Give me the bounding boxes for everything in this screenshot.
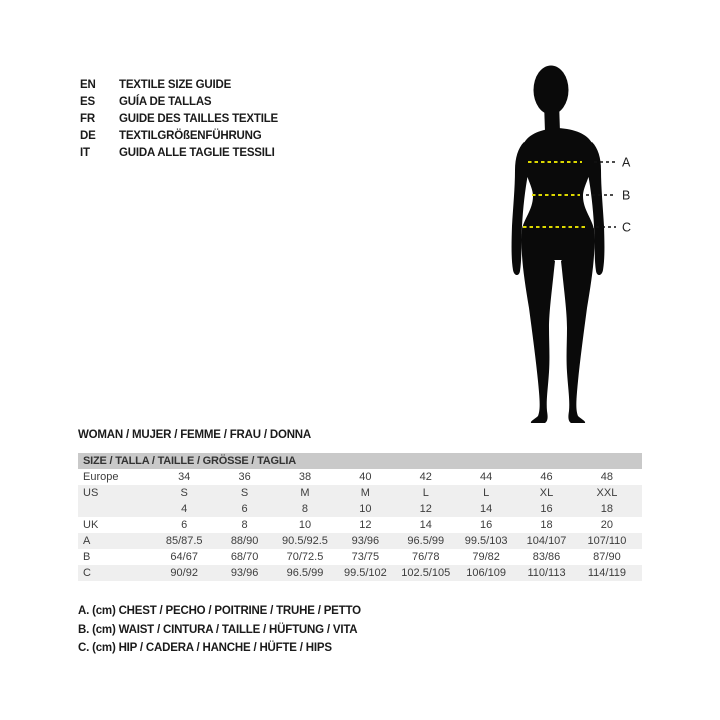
legend-chest: A. (cm) CHEST / PECHO / POITRINE / TRUHE / PETTO — [78, 605, 361, 617]
table-cell: 10 — [359, 503, 372, 515]
table-cell: 104/107 — [526, 535, 567, 547]
language-title: GUÍA DE TALLAS — [119, 96, 212, 108]
section-title: WOMAN / MUJER / FEMME / FRAU / DONNA — [78, 429, 312, 441]
table-cell: 42 — [419, 471, 432, 483]
table-row-label: Europe — [83, 471, 119, 483]
table-row-label: B — [83, 551, 91, 563]
table-cell: 10 — [298, 519, 312, 531]
table-cell: 87/90 — [593, 551, 621, 563]
legend-hip: C. (cm) HIP / CADERA / HANCHE / HÜFTE / HIPS — [78, 642, 332, 654]
language-code: DE — [80, 130, 96, 142]
table-cell: 20 — [600, 519, 614, 531]
language-code: EN — [80, 79, 96, 91]
table-cell: 88/90 — [230, 535, 259, 547]
language-row-en — [80, 77, 278, 94]
table-cell: S — [240, 487, 249, 499]
measure-label-b: B — [622, 188, 631, 203]
table-cell: 93/96 — [230, 567, 259, 579]
table-cell: 93/96 — [351, 535, 380, 547]
table-row — [78, 517, 642, 533]
table-cell: 16 — [480, 519, 493, 531]
table-cell: 79/82 — [472, 551, 500, 563]
table-cell: S — [180, 487, 188, 499]
language-row-de — [80, 128, 278, 145]
table-cell: 110/113 — [527, 567, 566, 579]
size-table-rows — [78, 469, 642, 581]
language-row-fr — [80, 111, 278, 128]
table-cell: 90/92 — [170, 567, 198, 579]
woman-silhouette-icon — [485, 50, 675, 440]
language-title-list — [80, 77, 278, 162]
table-cell: 68/70 — [230, 551, 259, 563]
table-row — [78, 565, 642, 581]
table-cell: 106/109 — [466, 567, 507, 579]
table-cell: XXL — [596, 487, 618, 499]
table-cell: 12 — [359, 519, 372, 531]
table-row-label: UK — [83, 519, 99, 531]
table-cell: XL — [539, 487, 554, 499]
language-code: ES — [80, 96, 95, 108]
language-row-it — [80, 145, 278, 162]
table-cell: M — [360, 487, 370, 499]
table-cell: 96.5/99 — [407, 535, 445, 547]
table-cell: 44 — [480, 471, 493, 483]
table-row-label — [78, 501, 154, 517]
table-row-label: C — [83, 567, 91, 579]
table-cell: 83/86 — [532, 551, 561, 563]
table-cell: 8 — [241, 519, 248, 531]
language-code: IT — [80, 147, 90, 159]
table-cell: 85/87.5 — [165, 535, 203, 547]
table-row — [78, 549, 642, 565]
table-cell: 36 — [238, 471, 251, 483]
table-cell: 40 — [359, 471, 372, 483]
measurement-legend — [78, 602, 361, 658]
table-cell: 48 — [600, 471, 614, 483]
table-cell: M — [300, 487, 310, 499]
language-row-es — [80, 94, 278, 111]
table-cell: 14 — [419, 519, 432, 531]
table-cell: 96.5/99 — [286, 567, 324, 579]
table-cell: 64/67 — [170, 551, 198, 563]
table-cell: 6 — [241, 503, 248, 515]
table-cell: 107/110 — [587, 535, 627, 547]
table-cell: 76/78 — [411, 551, 440, 563]
measure-label-c: C — [622, 220, 632, 235]
table-cell: 18 — [600, 503, 614, 515]
table-row-label: A — [83, 535, 91, 547]
table-cell: 16 — [540, 503, 553, 515]
table-cell: 14 — [480, 503, 493, 515]
language-title: TEXTILGRÖßENFÜHRUNG — [119, 130, 262, 142]
language-title: GUIDE DES TAILLES TEXTILE — [119, 113, 278, 125]
table-cell: 70/72.5 — [286, 551, 324, 563]
table-cell: 114/119 — [587, 567, 626, 579]
size-table-header: SIZE / TALLA / TAILLE / GRÖSSE / TAGLIA — [78, 453, 642, 469]
language-title: GUIDA ALLE TAGLIE TESSILI — [119, 147, 275, 159]
table-cell: 99.5/102 — [343, 567, 387, 579]
language-code: FR — [80, 113, 95, 125]
table-row — [78, 501, 642, 517]
woman-silhouette-figure — [485, 50, 675, 440]
table-cell: 4 — [181, 503, 188, 515]
table-cell: L — [483, 487, 490, 499]
table-cell: 99.5/103 — [464, 535, 508, 547]
table-cell: 46 — [540, 471, 553, 483]
table-cell: L — [422, 487, 429, 499]
table-cell: 12 — [419, 503, 432, 515]
table-row — [78, 533, 642, 549]
table-cell: 8 — [301, 503, 309, 515]
table-cell: 18 — [540, 519, 553, 531]
table-cell: 34 — [178, 471, 191, 483]
size-table — [78, 453, 642, 581]
table-row — [78, 469, 642, 485]
table-cell: 102.5/105 — [401, 567, 451, 579]
legend-waist: B. (cm) WAIST / CINTURA / TAILLE / HÜFTUNG / VITA — [78, 623, 358, 636]
table-cell: 73/75 — [351, 551, 380, 563]
table-row-label: US — [83, 487, 99, 499]
table-row — [78, 485, 642, 501]
table-cell: 90.5/92.5 — [282, 535, 328, 547]
table-cell: 6 — [181, 519, 188, 531]
table-cell: 38 — [298, 471, 312, 483]
measure-label-a: A — [622, 155, 631, 170]
language-title: TEXTILE SIZE GUIDE — [119, 79, 232, 91]
